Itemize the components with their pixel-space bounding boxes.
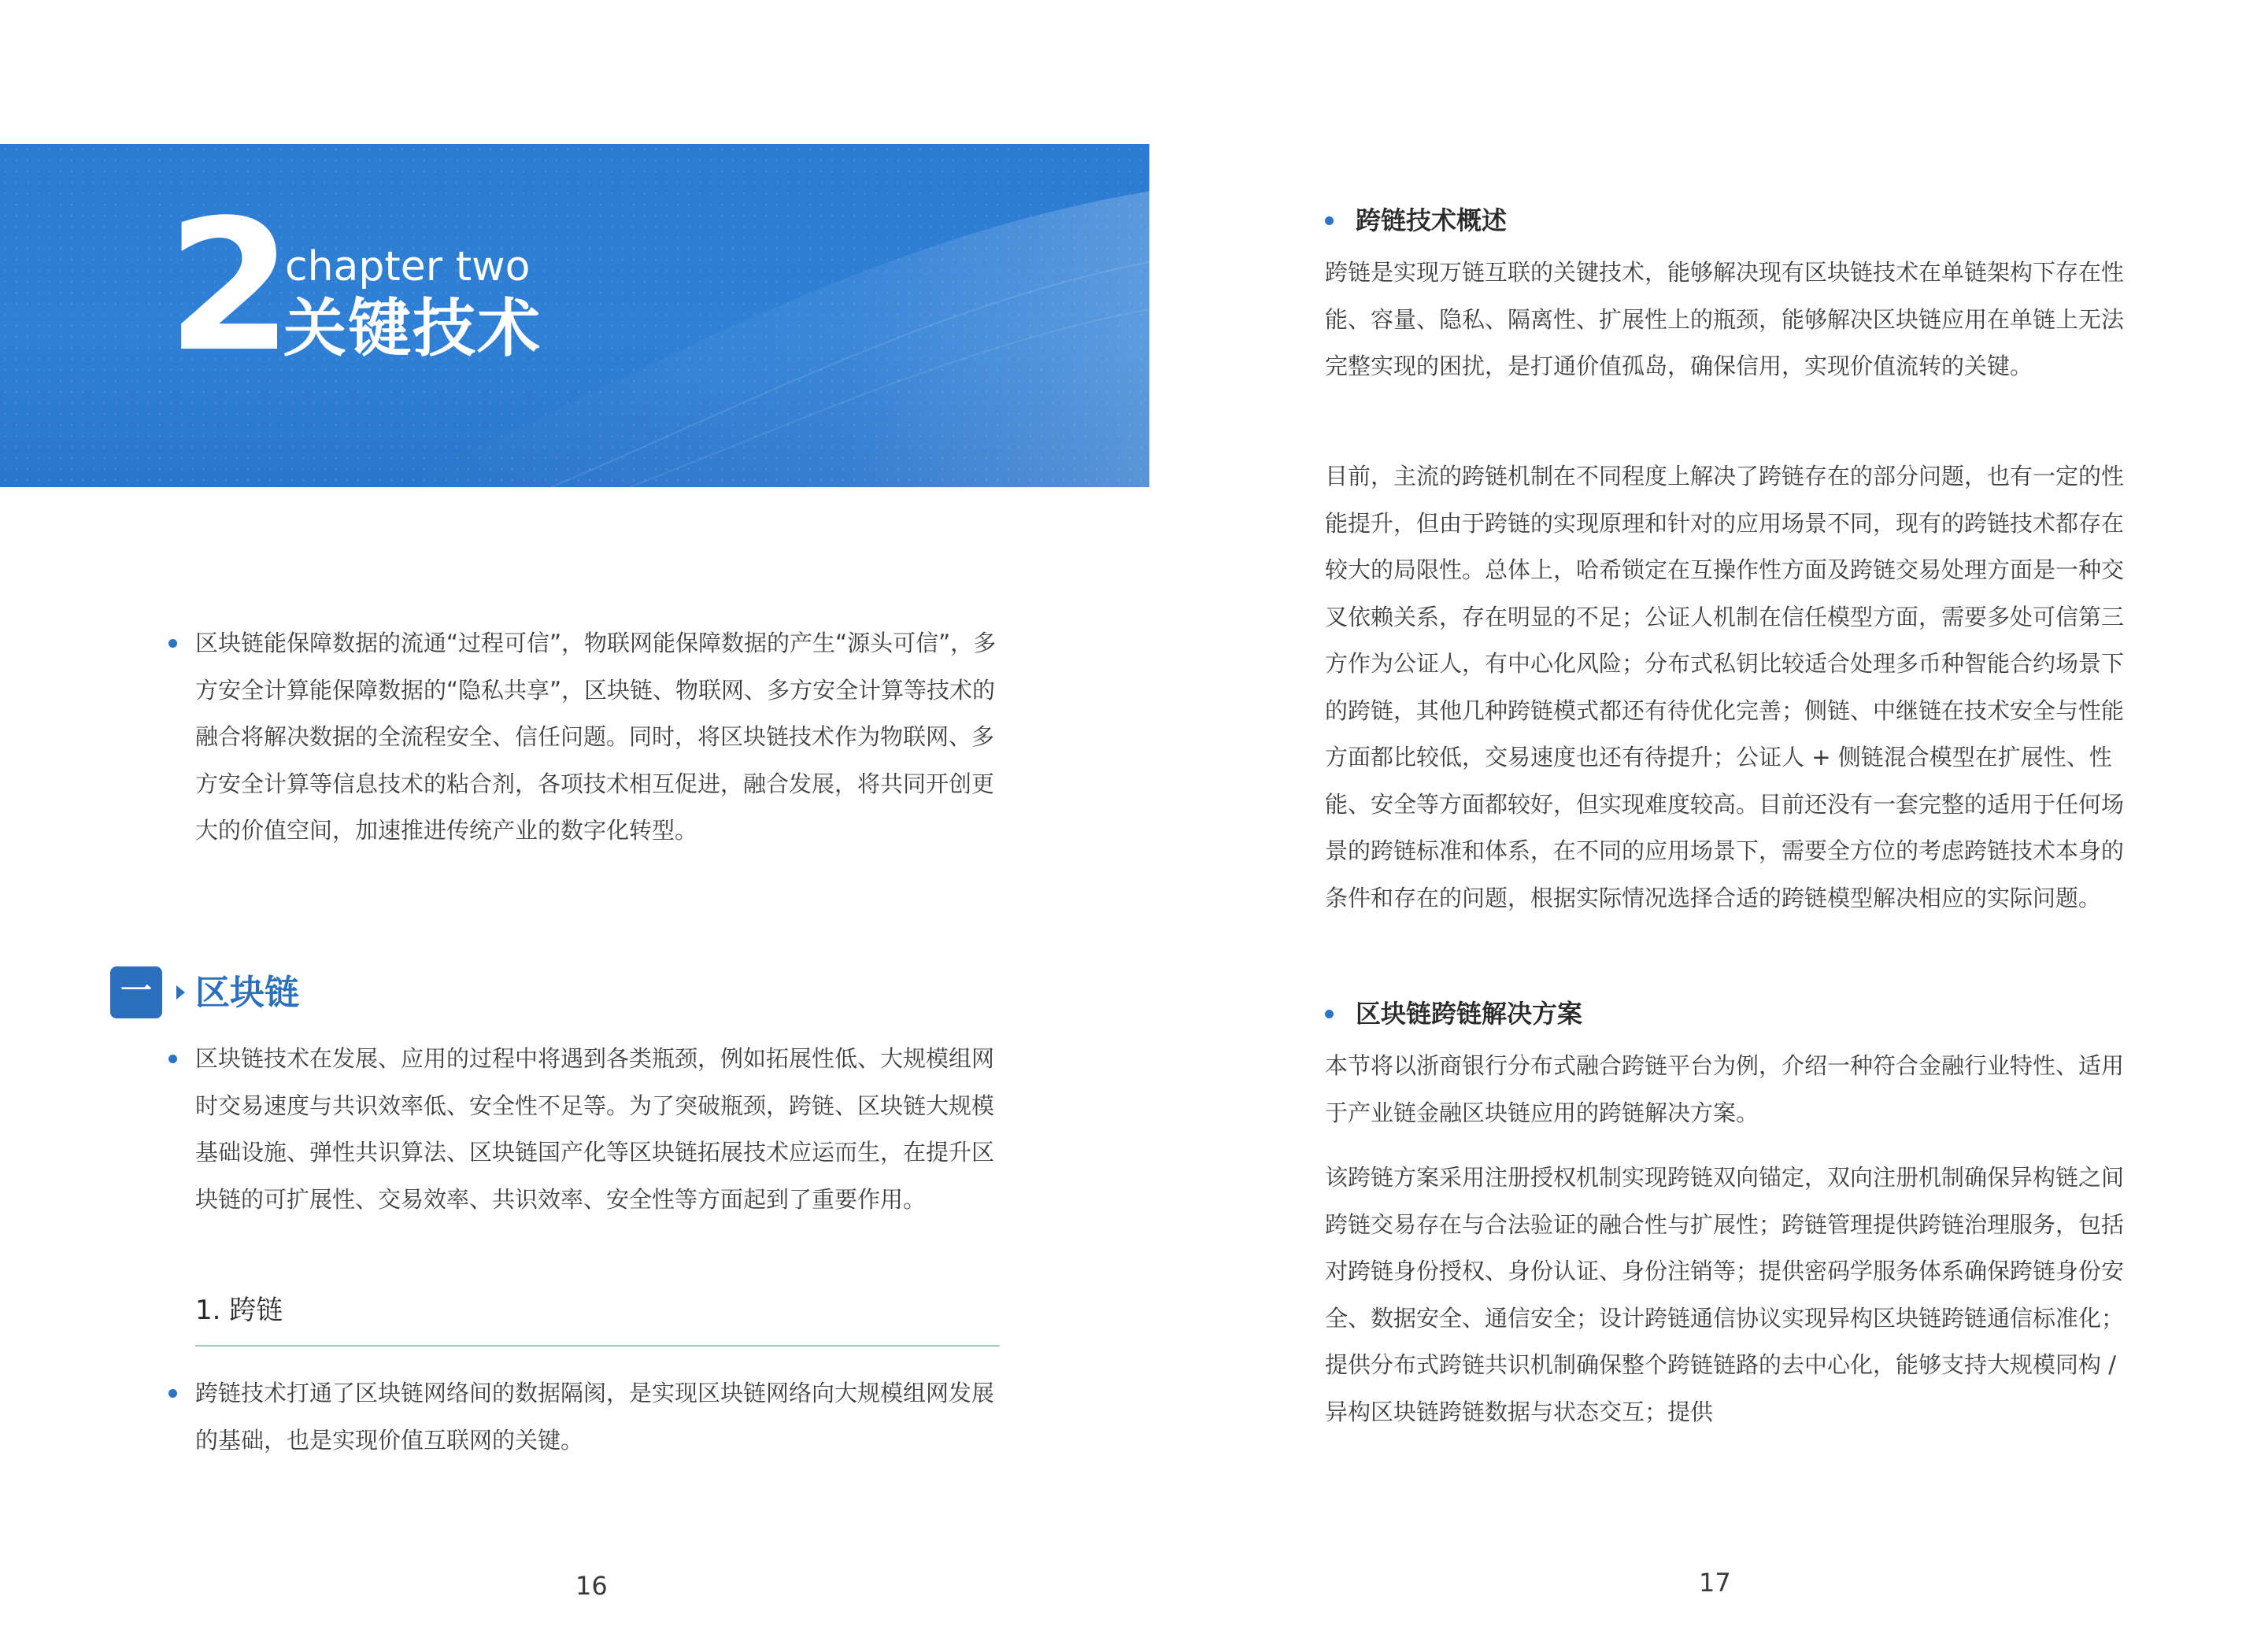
bullet-icon xyxy=(168,1055,177,1063)
mechanism-paragraph: 目前，主流的跨链机制在不同程度上解决了跨链存在的部分问题，也有一定的性能提升，但由于跨链的实现原理和针对的应用场景不同，现有的跨链技术都存在较大的局限性。总体上，哈希锁定在互操作性方面及跨链交易处理方面是一种交叉依赖关系，存在明显的不足；公证人机制在信任模型方面，需要多处可信第三方作为公证人，有中心化风险；分布式私钥比较适合处理多币种智能合约场景下的跨链，其他几种跨链模式都还有待优化完善；侧链、中继链在技术安全与性能方面都比较低，交易速度也还有待提升；公证人 + 侧链混合模型在扩展性、性能、安全等方面都较好，但实现难度较高。目前还没有一套完整的适用于任何场景的跨链标准和体系，在不同的应用场景下，需要全方位的考虑跨链技术本身的条件和存在的问题，根据实际情况选择合适的跨链模型解决相应的实际问题。 xyxy=(1325,463,2125,911)
triangle-right-icon xyxy=(176,985,185,1000)
solution-detail-paragraph: 该跨链方案采用注册授权机制实现跨链双向锚定，双向注册机制确保异构链之间跨链交易存在与合法验证的融合性与扩展性；跨链管理提供跨链治理服务，包括对跨链身份授权、身份认证、身份注销等；提供密码学服务体系确保跨链身份安全、数据安全、通信安全；设计跨链通信协议实现异构区块链跨链通信标准化；提供分布式跨链共识机制确保整个跨链链路的去中心化，能够支持大规模同构 / 异构区块链跨链数据与状态交互；提供 xyxy=(1325,1164,2125,1425)
page-number-left: 16 xyxy=(575,1571,608,1601)
subsection-title: 1. 跨链 xyxy=(195,1295,283,1326)
subsection-divider xyxy=(195,1345,1000,1347)
subsection-paragraph: 跨链技术打通了区块链网络间的数据隔阂，是实现区块链网络向大规模组网发展的基础，也是实现价值互联网的关键。 xyxy=(195,1380,995,1454)
section-number-badge: 一 xyxy=(110,966,162,1018)
bullet-icon xyxy=(1325,1010,1334,1018)
heading-cross-chain-overview: 跨链技术概述 xyxy=(1356,205,1508,235)
overview-paragraph: 跨链是实现万链互联的关键技术，能够解决现有区块链技术在单链架构下存在性能、容量、隐私、隔离性、扩展性上的瓶颈，能够解决区块链应用在单链上无法完整实现的困扰，是打通价值孤岛，确保信用，实现价值流转的关键。 xyxy=(1325,259,2125,379)
bullet-icon xyxy=(1325,216,1334,225)
section-paragraph: 区块链技术在发展、应用的过程中将遇到各类瓶颈，例如拓展性低、大规模组网时交易速度与共识效率低、安全性不足等。为了突破瓶颈，跨链、区块链大规模基础设施、弹性共识算法、区块链国产化等区块链拓展技术应运而生，在提升区块链的可扩展性、交易效率、共识效率、安全性等方面起到了重要作用。 xyxy=(195,1045,995,1213)
intro-paragraph: 区块链能保障数据的流通“过程可信”，物联网能保障数据的产生“源头可信”，多方安全计算能保障数据的“隐私共享”，区块链、物联网、多方安全计算等技术的融合将解决数据的全流程安全、信任问题。同时，将区块链技术作为物联网、多方安全计算等信息技术的粘合剂，各项技术相互促进，融合发展，将共同开创更大的价值空间，加速推进传统产业的数字化转型。 xyxy=(195,630,997,844)
chapter-subtitle: chapter two xyxy=(285,243,531,290)
section-title: 区块链 xyxy=(195,973,299,1013)
solution-intro-paragraph: 本节将以浙商银行分布式融合跨链平台为例，介绍一种符合金融行业特性、适用于产业链金融区块链应用的跨链解决方案。 xyxy=(1325,1052,2125,1126)
chapter-title: 关键技术 xyxy=(283,292,542,365)
bullet-icon xyxy=(168,1389,177,1398)
heading-solution: 区块链跨链解决方案 xyxy=(1356,999,1583,1029)
page-number-right: 17 xyxy=(1699,1568,1731,1598)
bullet-icon xyxy=(168,639,177,648)
chapter-number: 2 xyxy=(167,182,289,392)
